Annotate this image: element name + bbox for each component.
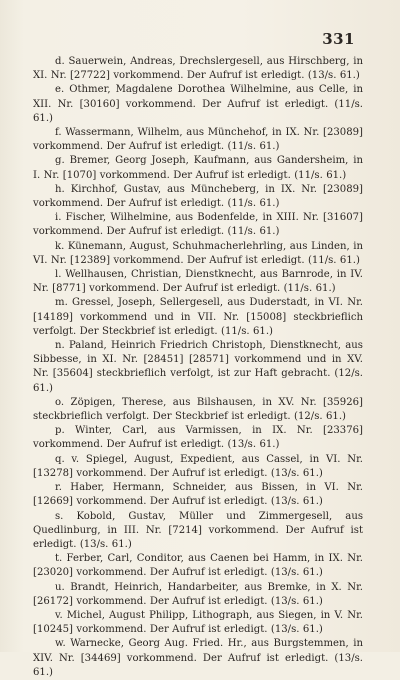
list-item: u. Brandt, Heinrich, Handarbeiter, aus Bremke, in X. Nr. [26172] vorkommend. Der Aufruf ist erledigt. (13/s. 61.) [33,581,363,607]
list-item: n. Paland, Heinrich Friedrich Christoph, Dienstknecht, aus Sibbesse, in XI. Nr. [28451] [28571] vorkommend und in XV. Nr. [35604] steckbrieflich verfolgt, ist zur Haft gebracht. (12/s. 61.) [33,340,363,394]
list-item: l. Wellhausen, Christian, Dienstknecht, aus Barnrode, in IV. Nr. [8771] vorkommend. Der Aufruf ist erledigt. (11/s. 61.) [33,269,363,295]
list-item: f. Wassermann, Wilhelm, aus Münchehof, in IX. Nr. [23089] vorkommend. Der Aufruf ist erledigt. (11/s. 61.) [33,127,363,153]
page-number: 331 [322,30,355,48]
list-item: w. Warnecke, Georg Aug. Fried. Hr., aus Burgstemmen, in XIV. Nr. [34469] vorkommend. Der Aufruf ist erledigt. (13/s. 61.) [33,638,363,678]
list-item: t. Ferber, Carl, Conditor, aus Caenen bei Hamm, in IX. Nr. [23020] vorkommend. Der Aufruf ist erledigt. (13/s. 61.) [33,553,363,579]
list-item: m. Gressel, Joseph, Sellergesell, aus Duderstadt, in VI. Nr. [14189] vorkommend und in VII. Nr. [15008] steckbrieflich verfolgt. Der Steckbrief ist erledigt. (11/s. 61.) [33,297,363,337]
list-item: e. Othmer, Magdalene Dorothea Wilhelmine, aus Celle, in XII. Nr. [30160] vorkommend. Der Aufruf ist erledigt. (11/s. 61.) [33,84,363,124]
list-item: d. Sauerwein, Andreas, Drechslergesell, aus Hirschberg, in XI. Nr. [27722] vorkommend. Der Aufruf ist erledigt. (13/s. 61.) [33,56,363,82]
list-item: s. Kobold, Gustav, Müller und Zimmergesell, aus Quedlinburg, in III. Nr. [7214] vorkommend. Der Aufruf ist erledigt. (13/s. 61.) [33,510,363,550]
list-item: g. Bremer, Georg Joseph, Kaufmann, aus Gandersheim, in I. Nr. [1070] vorkommend. Der Aufruf ist erledigt. (11/s. 61.) [33,155,363,181]
list-item: p. Winter, Carl, aus Varmissen, in IX. Nr. [23376] vorkommend. Der Aufruf ist erledigt. (13/s. 61.) [33,425,363,451]
list-item: v. Michel, August Philipp, Lithograph, aus Siegen, in V. Nr. [10245] vorkommend. Der Aufruf ist erledigt. (13/s. 61.) [33,609,363,636]
list-item: i. Fischer, Wilhelmine, aus Bodenfelde, in XIII. Nr. [31607] vorkommend. Der Aufruf ist erledigt. (11/s. 61.) [33,212,363,238]
list-item: o. Zöpigen, Therese, aus Bilshausen, in XV. Nr. [35926] steckbrieflich verfolgt. Der Steckbrief ist erledigt. (12/s. 61.) [33,396,363,423]
list-item: q. v. Spiegel, August, Expedient, aus Cassel, in VI. Nr. [13278] vorkommend. Der Aufruf ist erledigt. (13/s. 61.) [33,453,363,479]
list-item: r. Haber, Hermann, Schneider, aus Bissen, in VI. Nr. [12669] vorkommend. Der Aufruf ist erledigt. (13/s. 61.) [33,482,363,508]
list-item: k. Künemann, August, Schuhmacherlehrling, aus Linden, in VI. Nr. [12389] vorkommend. Der Aufruf ist erledigt. (11/s. 61.) [33,240,363,266]
entry-list [33,55,363,680]
list-item: h. Kirchhof, Gustav, aus Müncheberg, in IX. Nr. [23089] vorkommend. Der Aufruf ist erledigt. (11/s. 61.) [33,183,363,210]
